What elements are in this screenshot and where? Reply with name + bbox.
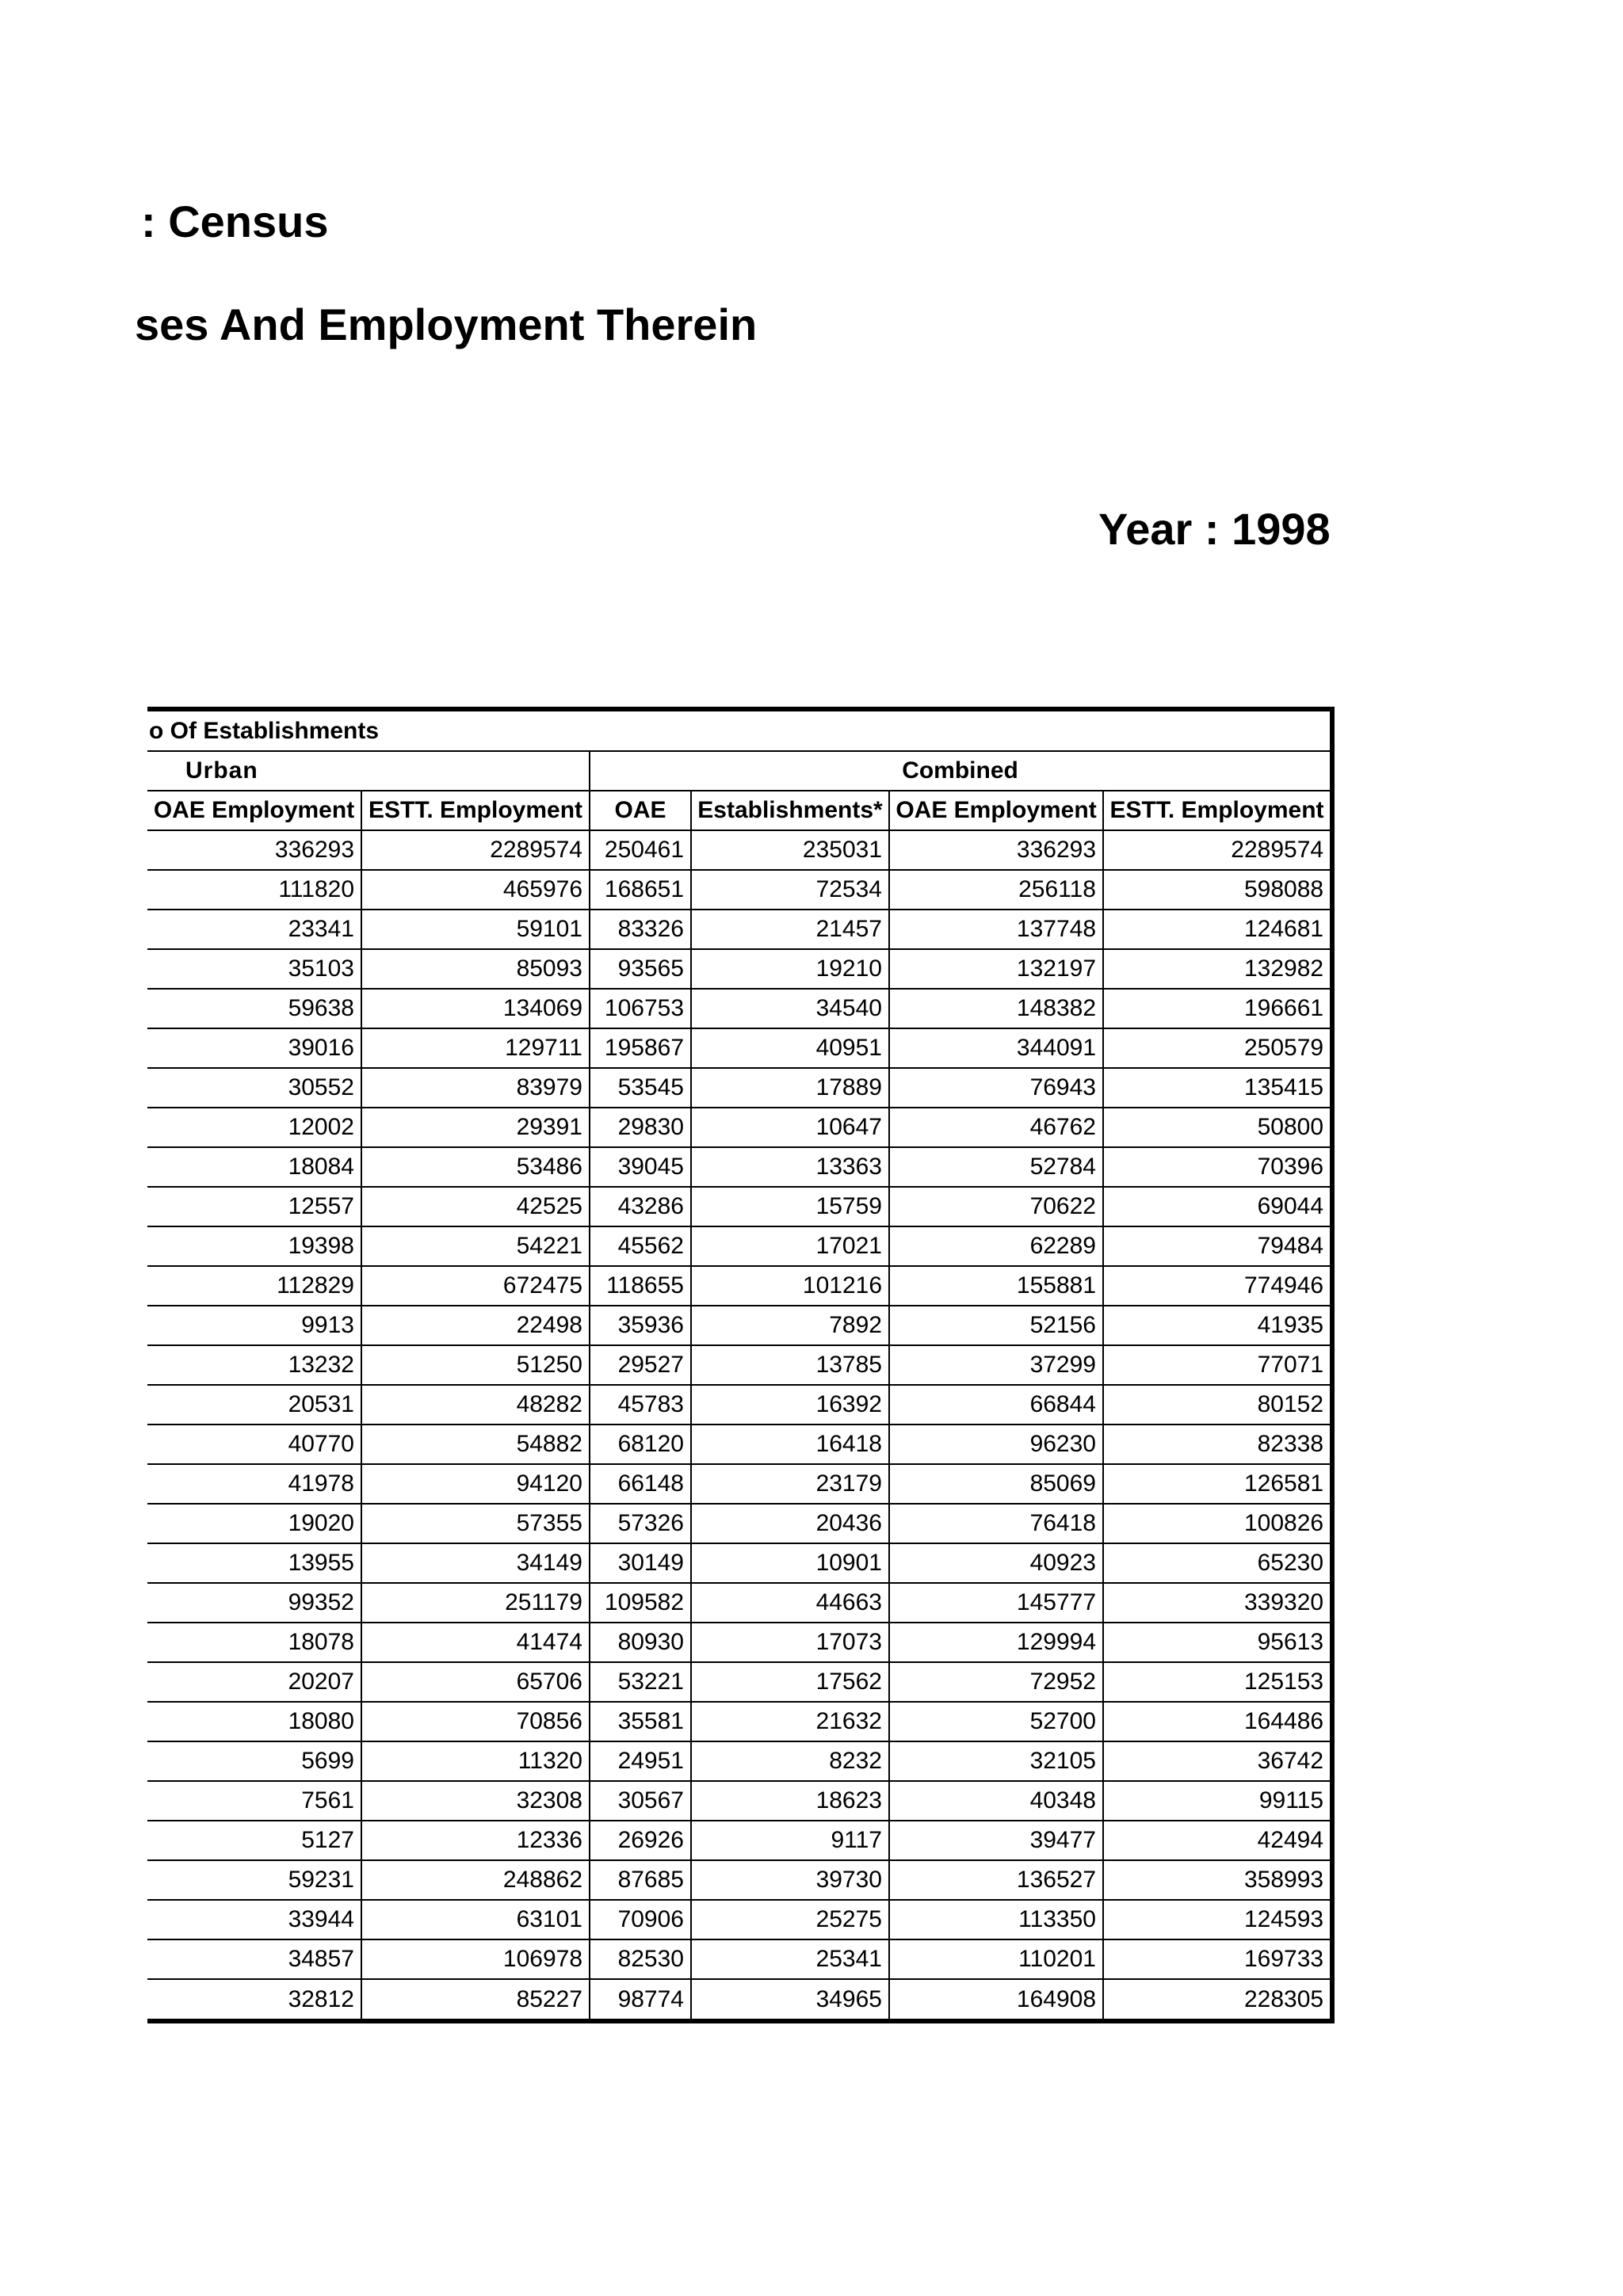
table-cell: 40923: [889, 1543, 1103, 1583]
table-cell: 83979: [361, 1068, 590, 1108]
table-cell: 2289574: [361, 830, 590, 870]
table-cell: 42525: [361, 1187, 590, 1226]
table-cell: 39016: [147, 1028, 361, 1068]
table-cell: 10901: [691, 1543, 889, 1583]
table-cell: 26926: [590, 1821, 691, 1860]
column-header: OAE: [590, 791, 691, 830]
table-cell: 40951: [691, 1028, 889, 1068]
table-cell: 110201: [889, 1939, 1103, 1979]
table-cell: 45562: [590, 1226, 691, 1266]
table-cell: 164486: [1103, 1702, 1330, 1741]
table-cell: 24951: [590, 1741, 691, 1781]
table-cell: 93565: [590, 949, 691, 989]
establishments-table: [147, 711, 1330, 2019]
table-cell: 196661: [1103, 989, 1330, 1028]
table-cell: 36742: [1103, 1741, 1330, 1781]
table-cell: 124593: [1103, 1900, 1330, 1939]
table-cell: 12002: [147, 1108, 361, 1147]
table-row: [147, 1741, 1330, 1781]
table-cell: 41978: [147, 1464, 361, 1504]
table-cell: 34540: [691, 989, 889, 1028]
table-cell: 30567: [590, 1781, 691, 1821]
table-cell: 83326: [590, 910, 691, 949]
table-cell: 235031: [691, 830, 889, 870]
table-cell: 250461: [590, 830, 691, 870]
table-cell: 19398: [147, 1226, 361, 1266]
table-cell: 100826: [1103, 1504, 1330, 1543]
table-cell: 10647: [691, 1108, 889, 1147]
table-cell: 169733: [1103, 1939, 1330, 1979]
table-cell: 34965: [691, 1979, 889, 2019]
table-cell: 29830: [590, 1108, 691, 1147]
table-cell: 344091: [889, 1028, 1103, 1068]
table-cell: 17073: [691, 1623, 889, 1662]
table-cell: 136527: [889, 1860, 1103, 1900]
table-row: [147, 830, 1330, 870]
table-cell: 80930: [590, 1623, 691, 1662]
table-row: [147, 1345, 1330, 1385]
table-cell: 35103: [147, 949, 361, 989]
table-cell: 39045: [590, 1147, 691, 1187]
table-cell: 69044: [1103, 1187, 1330, 1226]
table-cell: 85093: [361, 949, 590, 989]
table-cell: 25341: [691, 1939, 889, 1979]
table-cell: 59638: [147, 989, 361, 1028]
table-cell: 16418: [691, 1425, 889, 1464]
table-cell: 34149: [361, 1543, 590, 1583]
table-cell: 42494: [1103, 1821, 1330, 1860]
table-cell: 339320: [1103, 1583, 1330, 1623]
column-header: OAE Employment: [889, 791, 1103, 830]
group-header-urban: Urban: [147, 751, 590, 791]
table-cell: 18084: [147, 1147, 361, 1187]
table-cell: 39477: [889, 1821, 1103, 1860]
table-cell: 137748: [889, 910, 1103, 949]
table-cell: 195867: [590, 1028, 691, 1068]
table-cell: 8232: [691, 1741, 889, 1781]
table-cell: 53486: [361, 1147, 590, 1187]
table-cell: 17889: [691, 1068, 889, 1108]
table-column-header-row: [147, 791, 1330, 830]
table-row: [147, 949, 1330, 989]
table-cell: 248862: [361, 1860, 590, 1900]
table-row: [147, 1583, 1330, 1623]
table-row: [147, 1939, 1330, 1979]
table-cell: 32308: [361, 1781, 590, 1821]
table-cell: 598088: [1103, 870, 1330, 910]
table-cell: 13785: [691, 1345, 889, 1385]
table-row: [147, 1464, 1330, 1504]
table-cell: 99115: [1103, 1781, 1330, 1821]
table-main-header-row: [147, 711, 1330, 751]
table-cell: 11320: [361, 1741, 590, 1781]
table-cell: 68120: [590, 1425, 691, 1464]
table-body: [147, 830, 1330, 2019]
table-cell: 145777: [889, 1583, 1103, 1623]
table-cell: 72952: [889, 1662, 1103, 1702]
table-cell: 59101: [361, 910, 590, 949]
column-header: ESTT. Employment: [1103, 791, 1330, 830]
table-cell: 98774: [590, 1979, 691, 2019]
table-cell: 46762: [889, 1108, 1103, 1147]
table-cell: 228305: [1103, 1979, 1330, 2019]
table-cell: 17021: [691, 1226, 889, 1266]
table-cell: 106753: [590, 989, 691, 1028]
table-cell: 76418: [889, 1504, 1103, 1543]
table-cell: 15759: [691, 1187, 889, 1226]
table-cell: 52700: [889, 1702, 1103, 1741]
table-cell: 66148: [590, 1464, 691, 1504]
table-cell: 66844: [889, 1385, 1103, 1425]
table-row: [147, 1979, 1330, 2019]
table-row: [147, 1108, 1330, 1147]
table-cell: 40770: [147, 1425, 361, 1464]
table-cell: 95613: [1103, 1623, 1330, 1662]
table-cell: 54882: [361, 1425, 590, 1464]
table-row: [147, 1623, 1330, 1662]
table-cell: 22498: [361, 1306, 590, 1345]
table-cell: 12557: [147, 1187, 361, 1226]
table-cell: 112829: [147, 1266, 361, 1306]
table-cell: 65230: [1103, 1543, 1330, 1583]
table-cell: 20531: [147, 1385, 361, 1425]
table-cell: 45783: [590, 1385, 691, 1425]
table-row: [147, 1385, 1330, 1425]
table-cell: 72534: [691, 870, 889, 910]
table-row: [147, 1306, 1330, 1345]
table-cell: 85227: [361, 1979, 590, 2019]
table-cell: 76943: [889, 1068, 1103, 1108]
table-cell: 21632: [691, 1702, 889, 1741]
table-cell: 52156: [889, 1306, 1103, 1345]
table-cell: 63101: [361, 1900, 590, 1939]
table-cell: 54221: [361, 1226, 590, 1266]
table-cell: 106978: [361, 1939, 590, 1979]
table-cell: 129994: [889, 1623, 1103, 1662]
table-cell: 19020: [147, 1504, 361, 1543]
table-cell: 168651: [590, 870, 691, 910]
table-cell: 135415: [1103, 1068, 1330, 1108]
table-cell: 21457: [691, 910, 889, 949]
table-cell: 155881: [889, 1266, 1103, 1306]
table-row: [147, 1543, 1330, 1583]
table-cell: 80152: [1103, 1385, 1330, 1425]
table-row: [147, 1821, 1330, 1860]
table-cell: 336293: [889, 830, 1103, 870]
table-row: [147, 1068, 1330, 1108]
table-cell: 20207: [147, 1662, 361, 1702]
table-cell: 70396: [1103, 1147, 1330, 1187]
table-cell: 53221: [590, 1662, 691, 1702]
table-cell: 125153: [1103, 1662, 1330, 1702]
table-cell: 2289574: [1103, 830, 1330, 870]
column-header: Establishments*: [691, 791, 889, 830]
table-cell: 9117: [691, 1821, 889, 1860]
table-cell: 19210: [691, 949, 889, 989]
table-cell: 132982: [1103, 949, 1330, 989]
table-cell: 30149: [590, 1543, 691, 1583]
table-cell: 113350: [889, 1900, 1103, 1939]
table-cell: 70622: [889, 1187, 1103, 1226]
column-header: ESTT. Employment: [361, 791, 590, 830]
table-cell: 109582: [590, 1583, 691, 1623]
table-cell: 17562: [691, 1662, 889, 1702]
table-cell: 30552: [147, 1068, 361, 1108]
table-cell: 59231: [147, 1860, 361, 1900]
table-row: [147, 1187, 1330, 1226]
table-row: [147, 1860, 1330, 1900]
table-cell: 18078: [147, 1623, 361, 1662]
table-row: [147, 1662, 1330, 1702]
table-row: [147, 1147, 1330, 1187]
table-cell: 13232: [147, 1345, 361, 1385]
table-cell: 62289: [889, 1226, 1103, 1266]
table-cell: 85069: [889, 1464, 1103, 1504]
table-cell: 672475: [361, 1266, 590, 1306]
table-cell: 358993: [1103, 1860, 1330, 1900]
table-cell: 79484: [1103, 1226, 1330, 1266]
table-cell: 148382: [889, 989, 1103, 1028]
table-cell: 82530: [590, 1939, 691, 1979]
table-cell: 465976: [361, 870, 590, 910]
table-cell: 774946: [1103, 1266, 1330, 1306]
table-cell: 52784: [889, 1147, 1103, 1187]
table-cell: 99352: [147, 1583, 361, 1623]
column-header: OAE Employment: [147, 791, 361, 830]
table-cell: 7892: [691, 1306, 889, 1345]
table-cell: 70856: [361, 1702, 590, 1741]
table-cell: 96230: [889, 1425, 1103, 1464]
table-row: [147, 1425, 1330, 1464]
table-cell: 44663: [691, 1583, 889, 1623]
table-cell: 82338: [1103, 1425, 1330, 1464]
table-cell: 164908: [889, 1979, 1103, 2019]
table-cell: 94120: [361, 1464, 590, 1504]
table-cell: 126581: [1103, 1464, 1330, 1504]
table-cell: 50800: [1103, 1108, 1330, 1147]
year-label: Year : 1998: [1098, 504, 1331, 554]
table-row: [147, 1226, 1330, 1266]
table-cell: 29527: [590, 1345, 691, 1385]
table-cell: 57326: [590, 1504, 691, 1543]
group-header-combined: Combined: [590, 751, 1330, 791]
table-cell: 43286: [590, 1187, 691, 1226]
table-cell: 35936: [590, 1306, 691, 1345]
table-cell: 129711: [361, 1028, 590, 1068]
table-row: [147, 1266, 1330, 1306]
table-cell: 101216: [691, 1266, 889, 1306]
table-cell: 111820: [147, 870, 361, 910]
table-cell: 13955: [147, 1543, 361, 1583]
table-row: [147, 1900, 1330, 1939]
report-title-line-2: ses And Employment Therein: [135, 299, 758, 349]
table-cell: 132197: [889, 949, 1103, 989]
table-cell: 37299: [889, 1345, 1103, 1385]
table-cell: 251179: [361, 1583, 590, 1623]
table-cell: 18623: [691, 1781, 889, 1821]
table-cell: 70906: [590, 1900, 691, 1939]
table-cell: 124681: [1103, 910, 1330, 949]
table-cell: 53545: [590, 1068, 691, 1108]
table-cell: 25275: [691, 1900, 889, 1939]
table-row: [147, 989, 1330, 1028]
table-cell: 20436: [691, 1504, 889, 1543]
table-cell: 9913: [147, 1306, 361, 1345]
table-row: [147, 910, 1330, 949]
table-row: [147, 1781, 1330, 1821]
table-cell: 57355: [361, 1504, 590, 1543]
table-cell: 23179: [691, 1464, 889, 1504]
table-cell: 7561: [147, 1781, 361, 1821]
table-cell: 250579: [1103, 1028, 1330, 1068]
table-group-header-row: [147, 751, 1330, 791]
table-cell: 51250: [361, 1345, 590, 1385]
table-cell: 336293: [147, 830, 361, 870]
report-title-line-1: : Census: [141, 196, 329, 246]
table-row: [147, 870, 1330, 910]
table-row: [147, 1702, 1330, 1741]
table-cell: 12336: [361, 1821, 590, 1860]
table-row: [147, 1028, 1330, 1068]
table-cell: 13363: [691, 1147, 889, 1187]
table-cell: 39730: [691, 1860, 889, 1900]
table-cell: 32812: [147, 1979, 361, 2019]
table-cell: 29391: [361, 1108, 590, 1147]
table-cell: 256118: [889, 870, 1103, 910]
table-main-header: o Of Establishments: [147, 711, 1330, 751]
table-cell: 34857: [147, 1939, 361, 1979]
table-cell: 48282: [361, 1385, 590, 1425]
table-cell: 87685: [590, 1860, 691, 1900]
table-cell: 35581: [590, 1702, 691, 1741]
table-row: [147, 1504, 1330, 1543]
table-cell: 33944: [147, 1900, 361, 1939]
table-cell: 134069: [361, 989, 590, 1028]
table-cell: 41935: [1103, 1306, 1330, 1345]
table-cell: 23341: [147, 910, 361, 949]
table-cell: 118655: [590, 1266, 691, 1306]
table-cell: 32105: [889, 1741, 1103, 1781]
census-table: [147, 707, 1335, 2023]
table-cell: 18080: [147, 1702, 361, 1741]
table-cell: 40348: [889, 1781, 1103, 1821]
table-cell: 77071: [1103, 1345, 1330, 1385]
table-cell: 65706: [361, 1662, 590, 1702]
table-cell: 5127: [147, 1821, 361, 1860]
table-cell: 16392: [691, 1385, 889, 1425]
table-cell: 5699: [147, 1741, 361, 1781]
table-cell: 41474: [361, 1623, 590, 1662]
